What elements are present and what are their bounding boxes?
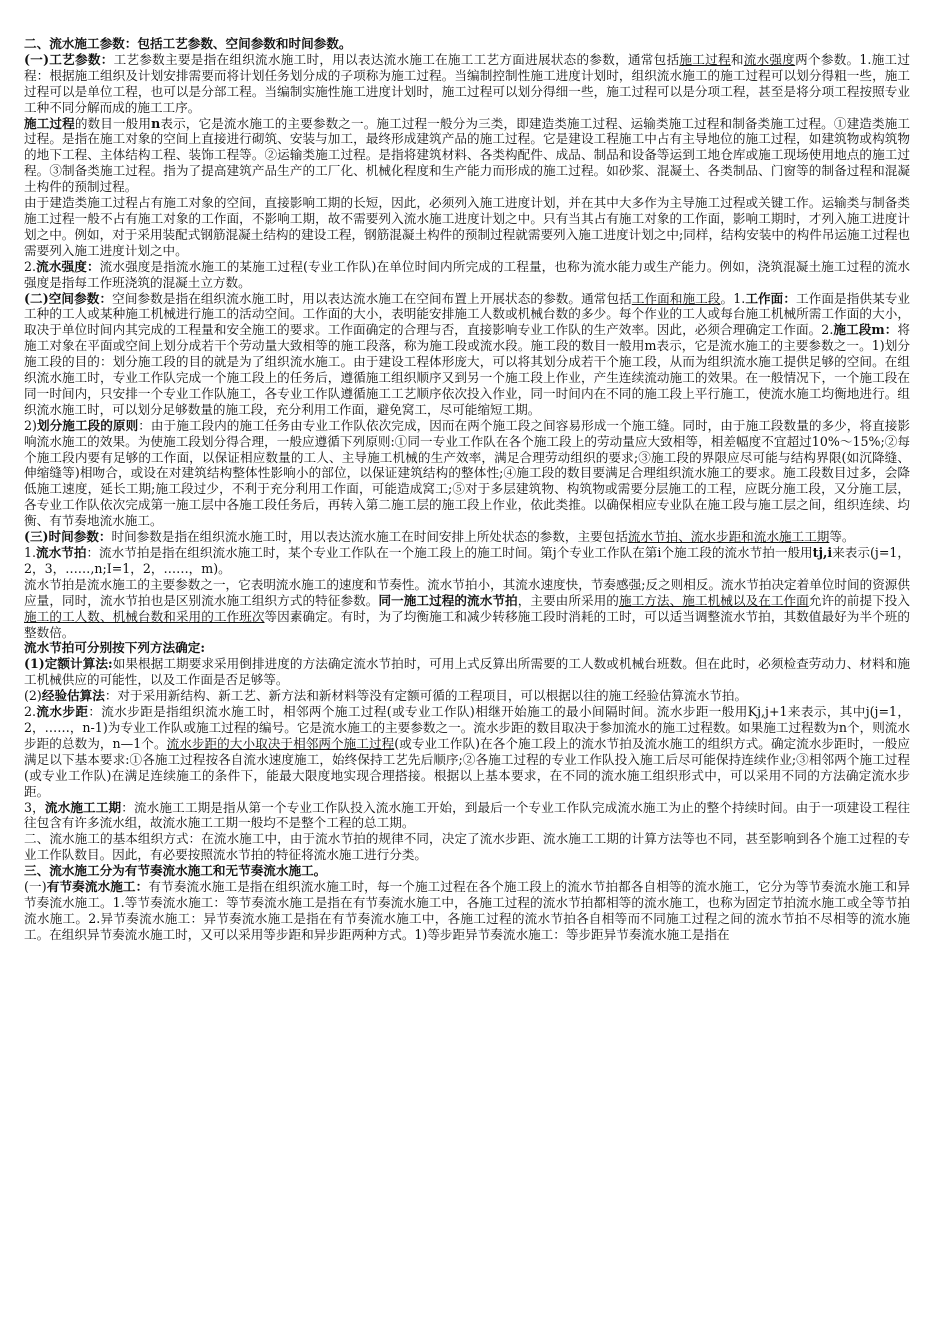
flow-duration-label: 流水施工工期 [44,799,122,815]
text-run: ：流水节拍是指在组织流水施工时，某个专业工作队在一个施工段上的施工时间。第j个专业工作队在第i个施工段的流水节拍一般用 [86,545,813,560]
space-parameters-label: (二)空间参数： [24,290,113,306]
experience-method-label: 经验估算法 [41,688,105,704]
quota-method-label: (1)定额计算法: [24,656,113,672]
text-run: 1. [24,545,37,560]
paragraph-flow-intensity [24,259,910,291]
heading-text: 流水节拍可分别按下列方法确定: [24,640,205,656]
bold-term: 同一施工过程的流水节拍 [378,592,518,608]
text-run: 来表示(j=1，2，3，……,n;I=1，2，……，m)。 [24,545,910,576]
text-run: (或专业工作队)在各个施工段上的流水节拍及流水施工的组织方式。确定流水步距时，一般应满足以下基本要求:①各施工过程按各自流水速度施工，始终保持工艺先后顺序;②各施工过程的专业工作队投入施工后尽可能保持连续作业;③相邻两个施工过程(或专业工作队)在满足连续施工的条件下，能最大限度地实现合理搭接。根据以上基本要求，在不同的流水施工组织形式中，可以采用不同的方法确定流水步距。 [24,735,911,799]
heading-text: 三、流水施工分为有节奏流水施工和无节奏流水施工。 [24,863,327,879]
underlined-term: 施工过程 [679,51,731,67]
text-run: 允许的前提下投入 [808,592,911,608]
underlined-term: 工作面和施工段 [631,290,721,306]
paragraph-flow-beat [24,545,910,577]
text-run: 如果根据工期要求采用倒排进度的方法确定流水节拍时，可用上式反算出所需要的工人数或机械台班数。但在此时，必须检查劳动力、材料和施工机械供应的可能性，以及工作面是否足够等。 [24,656,910,688]
flow-intensity-label: 流水强度： [36,258,100,274]
paragraph-time-parameters [24,529,910,545]
text-run: 的数目一般用 [74,115,152,131]
paragraph-process-schedule [24,195,910,259]
text-run: ：对于采用新结构、新工艺、新方法和新材料等没有定额可循的工程项目，可以根据以往的施工经验估算流水节拍。 [104,688,748,704]
text-run: 等。 [829,529,855,545]
underlined-term: 流水节拍、流水步距和流水施工工期 [627,529,830,545]
flow-step-label: 流水步距 [36,704,89,720]
text-run: ：流水施工工期是指从第一个专业工作队投入流水施工开始，到最后一个专业工作队完成流水施工为止的整个持续时间。由于一项建设工程往往包含有许多流水组，故流水施工工期一般均不是整个工程的总工期。 [24,799,911,831]
text-run: 有节奏流水施工是指在组织流水施工时，每一个施工过程在各个施工段上的流水节拍都各自相等的流水施工，它分为等节奏流水施工和异节奏流水施工。1.等节奏流水施工：等节奏流水施工是指在有节奏流水施工中，各施工过程的流水节拍都相等的流水施工，也称为固定节拍流水施工或全等节拍流水施工。2.异节奏流水施工：异节奏流水施工是指在有节奏流水施工中，各施工过程的流水节拍各自相等而不同施工过程之间的流水节拍不尽相等的流水施工。在组织异节奏流水施工时，又可以采用等步距和异步距两种方式。1)等步距异节奏流水施工：等步距异节奏流水施工是指在 [24,879,911,942]
text-run: 流水强度是指流水施工的某施工过程(专业工作队)在单位时间内所完成的工程量，也称为流水能力或生产能力。例如，浇筑混凝土施工过程的流水强度是指每工作班浇筑的混凝土立方数。 [24,258,911,290]
text-run: 3， [24,799,45,815]
text-run: (一) [24,879,47,895]
text-run: 将施工对象在平面或空间上划分成若干个劳动量大致相等的施工段落，称为施工段或流水段。施工段的数目一般用m表示，它是流水施工的主要参数之一。1)划分施工段的目的：划分施工段的目的就是为了组织流水施工。由于建设工程体形庞大，可以将其划分成若干个施工段，从而为组织流水施工提供足够的空间。在组织流水施工时，专业工作队完成一个施工段上的任务后，遵循施工组织顺序又到另一个施工段上作业，产生连续流动施工的效果。在一般情况下，一个施工段在同一时间内，只安排一个专业工作队施工，各专业工作队遵循施工工艺顺序依次投入作业，同一时间内在不同的施工段上平行施工，使流水施工均衡地进行。组织流水施工时，可以划分足够数量的施工段，充分利用工作面，避免窝工，尽可能缩短工期。 [24,322,910,417]
heading-text: 二、流水施工参数：包括工艺参数、空间参数和时间参数。 [24,36,352,51]
text-run: 2. [24,704,37,720]
text-run: 表示，它是流水施工的主要参数之一。施工过程一般分为三类，即建造类施工过程、运输类施工过程和制备类施工过程。①建造类施工过程。是指在施工对象的空间上直接进行砌筑、安装与加工，最终形成建筑产品的施工过程。它是建设工程施工中占有主导地位的施工过程，如建筑物或构筑物的地下工程、主体结构工程、装饰工程等。②运输类施工过程。是指将建筑材料、各类构配件、成品、制品和设备等运到工地仓库或施工现场使用地点的施工过程。③制备类施工过程。指为了提高建筑产品生产的工厂化、机械化程度和生产能力而形成的施工过程。如砂浆、混凝土、各类制品、门窗等的制备过程和混凝土构件的预制过程。 [24,115,911,195]
bold-symbol: n [151,115,161,131]
section-principles-label: 划分施工段的原则 [36,417,139,433]
text-run: 2) [24,417,37,433]
underlined-term: 流水步距的大小取决于相邻两个施工过程 [166,735,395,751]
text-run: 工作面是指供某专业工种的工人或某种施工机械进行施工的活动空间。工作面的大小，表明能安排施工人数或机械台数的多少。每个作业的工人或每台施工机械所需工作面的大小，取决于单位时间内其完成的工程量和安全施工的要求。工作面确定的合理与否，直接影响专业工作队的生产效率。因此，必须合理确定工作面。2. [24,290,911,338]
text-run: 由于建造类施工过程占有施工对象的空间，直接影响工期的长短，因此，必须列入施工进度计划，并在其中大多作为主导施工过程或关键工作。运输类与制备类施工过程一般不占有施工对象的工作面，不影响工期，故不需要列入流水施工进度计划之中。只有当其占有施工对象的工作面，影响工期时，才列入施工进度计划之中。例如，对于采用装配式钢筋混凝土结构的建设工程，钢筋混凝土构件的预制过程就需要列入施工进度计划之中;同样，结构安装中的构件吊运施工过程也需要列入施工进度计划之中。 [24,195,910,258]
paragraph-experience-method [24,688,910,704]
paragraph-flow-duration [24,800,910,832]
paragraph-flow-step [24,704,910,799]
flow-beat-label: 流水节拍 [36,545,87,560]
text-run: ：流水步距是指组织流水施工时，相邻两个施工过程(或专业工作队)相继开始施工的最小间隔时间。流水步距一般用Kj,j+1来表示，其中j(j=1，2，……，n-1)为专业工作队或施工过程的编号。它是流水施工的主要参数之一。流水步距的数目取决于参加流水的施工过程数。如果施工过程数为n个，则流水步距的总数为，n—1个。 [24,704,911,751]
process-parameters-label: (一)工艺参数： [24,51,114,67]
bold-symbol: tj,i [812,545,833,560]
heading-flow-parameters [24,36,910,52]
text-run: 流水节拍是流水施工的主要参数之一，它表明流水施工的速度和节奏性。流水节拍小，其流水速度快，节奏感强;反之则相反。流水节拍决定着单位时间的资源供应量，同时，流水节拍也是区别流水施工组织方式的特征参数。 [24,576,910,608]
paragraph-organization-modes [24,831,910,863]
construction-section-label: 施工段m： [833,322,898,338]
text-run: 。1. [720,290,746,306]
work-surface-label: 工作面： [745,290,797,306]
text-run: 空间参数是指在组织流水施工时，用以表达流水施工在空间布置上开展状态的参数。通常包括 [112,290,632,306]
heading-flow-classification [24,863,910,879]
text-run: 等因素确定。有时，为了均衡施工和减少转移施工段时消耗的工时，可以适当调整流水节拍，其数值最好为半个班的整数倍。 [24,608,911,640]
text-run: ：由于施工段内的施工任务由专业工作队依次完成，因而在两个施工段之间容易形成一个施工缝。同时，由于施工段数量的多少，将直接影响流水施工的效果。为使施工段划分得合理，一般应遵循下列原则:①同一专业工作队在各个施工段上的劳动量应大致相等，相差幅度不宜超过10%～15%;②每个施工段内要有足够的工作面，以保证相应数量的工人、主导施工机械的生产效率，满足合理劳动组织的要求;③施工段的界限应尽可能与结构界限(如沉降缝、伸缩缝等)相吻合，或设在对建筑结构整体性影响小的部位，以保证建筑结构的整体性;④施工段的数目要满足合理组织流水施工的要求。施工段数目过多，会降低施工速度，延长工期;施工段过少，不利于充分利用工作面，可能造成窝工;⑤对于多层建筑物、构筑物或需要分层施工的工程，应既分施工段，又分施工层，各专业工作队依次完成第一施工层中各施工段任务后，再转入第二施工层的施工段上作业，依此类推。以确保相应专业队在施工段与施工层之间，组织连续、均衡、有节奏地流水施工。 [24,417,911,529]
rhythmic-flow-label: 有节奏流水施工： [46,879,149,895]
time-parameters-label: (三)时间参数： [24,529,112,545]
heading-beat-methods [24,640,910,656]
underlined-term: 施工方法、施工机械以及在工作面 [618,592,809,608]
paragraph-space-parameters [24,291,910,418]
text-run: 时间参数是指在组织流水施工时，用以表达流水施工在时间安排上所处状态的参数，主要包括 [111,529,628,545]
paragraph-section-principles [24,418,910,529]
paragraph-quota-method [24,656,910,688]
text-run: 工艺参数主要是指在组织流水施工时，用以表达流水施工在施工工艺方面进展状态的参数，通常包括 [113,51,680,67]
underlined-term: 流水强度 [743,51,796,67]
text-run: 2. [24,258,37,274]
text-run: 和 [730,51,744,67]
paragraph-flow-beat-detail [24,577,910,641]
text-run: ，主要由所采用的 [517,592,619,608]
text-run: 二、流水施工的基本组织方式：在流水施工中，由于流水节拍的规律不同，决定了流水步距、流水施工工期的计算方法等也不同，甚至影响到各个施工过程的专业工作队数目。因此，有必要按照流水节拍的特征将流水施工进行分类。 [24,831,910,863]
text-run: (2) [24,688,42,704]
bold-term: 施工过程 [24,115,75,131]
text-run: 两个参数。1.施工过程：根据施工组织及计划安排需要而将计划任务划分成的子项称为施工过程。当编制控制性施工进度计划时，组织流水施工的施工过程可以划分得粗一些，施工过程可以是单位工程，也可以是分部工程。当编制实施性施工进度计划时，施工过程可以划分得细一些，施工过程可以是分项工程，甚至是将分项工程按照专业工种不同分解而成的施工工序。 [24,51,911,115]
paragraph-process-parameters [24,52,910,116]
underlined-term: 施工的工人数、机械台数和采用的工作班次 [24,608,265,624]
paragraph-rhythmic-flow [24,879,910,943]
paragraph-process-types [24,116,910,196]
